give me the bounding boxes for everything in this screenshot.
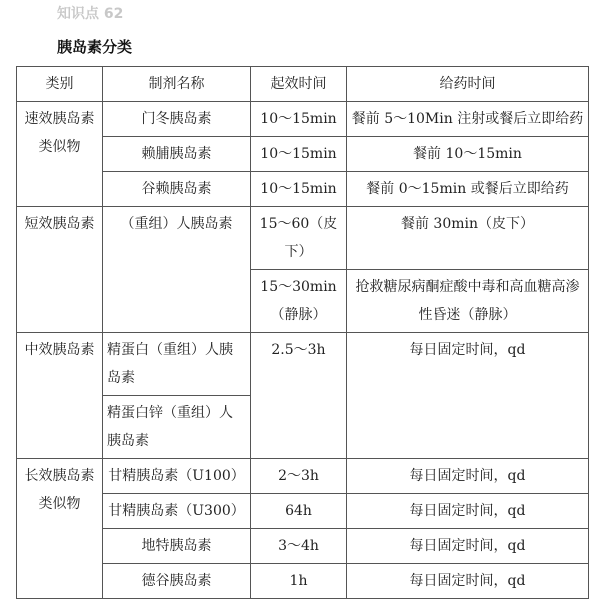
timing-cell: 抢救糖尿病酮症酸中毒和高血糖高渗性昏迷（静脉） bbox=[347, 270, 589, 333]
column-header-name: 制剂名称 bbox=[103, 67, 251, 102]
section-title: 胰岛素分类 bbox=[57, 38, 133, 56]
name-cell: 精蛋白锌（重组）人胰岛素 bbox=[103, 396, 251, 459]
timing-cell: 餐前 0～15min 或餐后立即给药 bbox=[347, 172, 589, 207]
onset-cell: 10～15min bbox=[251, 102, 347, 137]
category-cell: 短效胰岛素 bbox=[17, 207, 103, 333]
category-cell: 中效胰岛素 bbox=[17, 333, 103, 459]
name-cell: 赖脯胰岛素 bbox=[103, 137, 251, 172]
name-cell: 地特胰岛素 bbox=[103, 529, 251, 564]
table-row bbox=[17, 459, 589, 494]
table-row bbox=[17, 529, 589, 564]
timing-cell: 每日固定时间，qd bbox=[347, 564, 589, 599]
table-header-row bbox=[17, 67, 589, 102]
table-row bbox=[17, 494, 589, 529]
name-cell: 精蛋白（重组）人胰岛素 bbox=[103, 333, 251, 396]
timing-cell: 每日固定时间，qd bbox=[347, 459, 589, 494]
table-row bbox=[17, 207, 589, 270]
table-row bbox=[17, 333, 589, 396]
name-cell: 甘精胰岛素（U300） bbox=[103, 494, 251, 529]
timing-cell: 餐前 10～15min bbox=[347, 137, 589, 172]
name-cell: 门冬胰岛素 bbox=[103, 102, 251, 137]
onset-cell: 1h bbox=[251, 564, 347, 599]
column-header-category: 类别 bbox=[17, 67, 103, 102]
column-header-onset: 起效时间 bbox=[251, 67, 347, 102]
onset-cell: 2～3h bbox=[251, 459, 347, 494]
name-cell: 甘精胰岛素（U100） bbox=[103, 459, 251, 494]
onset-cell: 10～15min bbox=[251, 172, 347, 207]
timing-cell: 每日固定时间，qd bbox=[347, 494, 589, 529]
table-row bbox=[17, 102, 589, 137]
category-cell: 长效胰岛素类似物 bbox=[17, 459, 103, 599]
onset-cell: 64h bbox=[251, 494, 347, 529]
timing-cell: 餐前 30min（皮下） bbox=[347, 207, 589, 270]
category-cell: 速效胰岛素类似物 bbox=[17, 102, 103, 207]
knowledge-point-label: 知识点 62 bbox=[57, 6, 124, 22]
timing-cell: 餐前 5～10Min 注射或餐后立即给药 bbox=[347, 102, 589, 137]
name-cell: 德谷胰岛素 bbox=[103, 564, 251, 599]
onset-cell: 15～60（皮下） bbox=[251, 207, 347, 270]
onset-cell: 3～4h bbox=[251, 529, 347, 564]
column-header-timing: 给药时间 bbox=[347, 67, 589, 102]
name-cell: （重组）人胰岛素 bbox=[103, 207, 251, 333]
onset-cell: 10～15min bbox=[251, 137, 347, 172]
onset-cell: 15～30min（静脉） bbox=[251, 270, 347, 333]
table-row bbox=[17, 172, 589, 207]
name-cell: 谷赖胰岛素 bbox=[103, 172, 251, 207]
insulin-classification-table bbox=[16, 66, 589, 599]
onset-cell: 2.5～3h bbox=[251, 333, 347, 459]
table-row bbox=[17, 564, 589, 599]
timing-cell: 每日固定时间，qd bbox=[347, 333, 589, 459]
timing-cell: 每日固定时间，qd bbox=[347, 529, 589, 564]
table-row bbox=[17, 137, 589, 172]
